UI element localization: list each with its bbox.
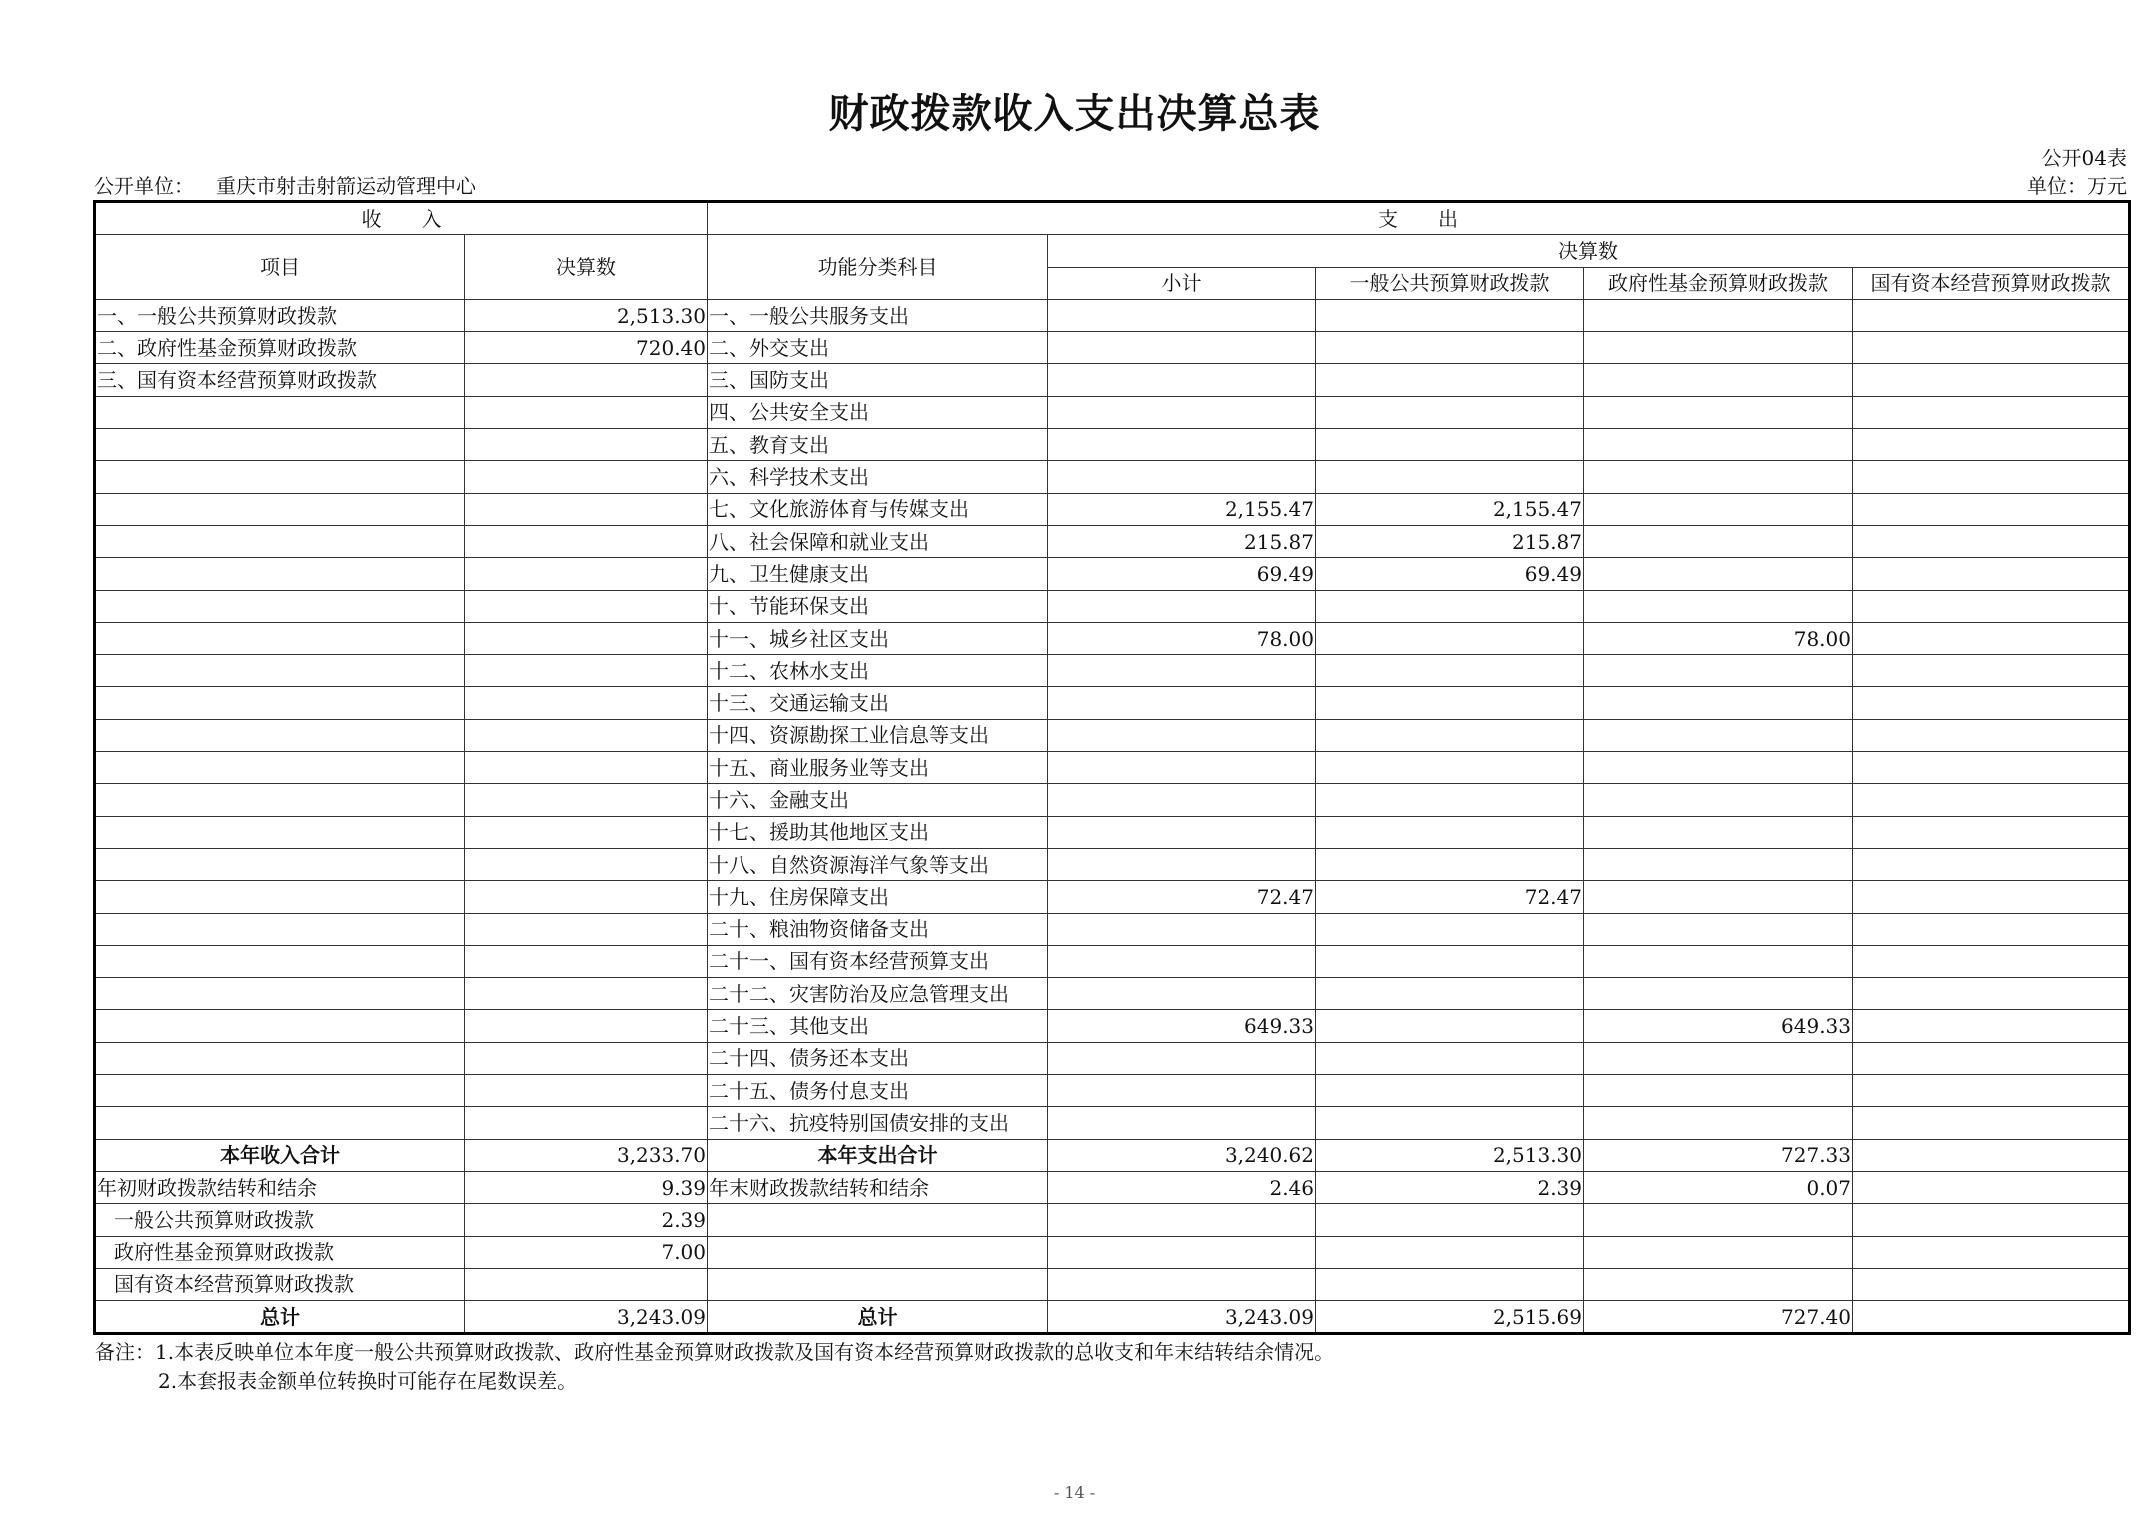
expense-state-capital bbox=[1853, 558, 2130, 590]
income-item bbox=[95, 655, 465, 687]
income-item: 二、政府性基金预算财政拨款 bbox=[95, 332, 465, 364]
expense-gov-fund bbox=[1584, 525, 1853, 557]
expense-general bbox=[1316, 1042, 1584, 1074]
expense-state-capital bbox=[1853, 590, 2130, 622]
expense-gov-fund bbox=[1584, 752, 1853, 784]
begin-gov-fund-row bbox=[95, 1236, 2130, 1268]
end-balance-label: 年末财政拨款结转和结余 bbox=[708, 1171, 1048, 1203]
expense-state-capital bbox=[1853, 881, 2130, 913]
expense-subtotal bbox=[1048, 1107, 1316, 1139]
expense-subtotal: 2,155.47 bbox=[1048, 493, 1316, 525]
expense-state-capital bbox=[1853, 978, 2130, 1010]
expense-state-capital bbox=[1853, 364, 2130, 396]
grand-expense-state-capital bbox=[1853, 1301, 2130, 1334]
income-amount bbox=[465, 655, 708, 687]
income-item bbox=[95, 558, 465, 590]
table-row bbox=[95, 558, 2130, 590]
expense-subtotal bbox=[1048, 461, 1316, 493]
expense-gov-fund bbox=[1584, 881, 1853, 913]
begin-balance-amount: 9.39 bbox=[465, 1171, 708, 1203]
expense-subtotal bbox=[1048, 945, 1316, 977]
amount-header: 决算数 bbox=[465, 235, 708, 300]
income-item bbox=[95, 429, 465, 461]
table-row bbox=[95, 816, 2130, 848]
expense-subtotal bbox=[1048, 752, 1316, 784]
expense-subtotal bbox=[1048, 719, 1316, 751]
expense-state-capital bbox=[1853, 848, 2130, 880]
expense-subtotal bbox=[1048, 913, 1316, 945]
expense-general bbox=[1316, 590, 1584, 622]
expense-state-capital bbox=[1853, 1010, 2130, 1042]
begin-general-amount: 2.39 bbox=[465, 1204, 708, 1236]
income-item bbox=[95, 945, 465, 977]
expense-state-capital bbox=[1853, 784, 2130, 816]
empty-cell bbox=[708, 1236, 1048, 1268]
expense-gov-fund bbox=[1584, 396, 1853, 428]
income-item bbox=[95, 1042, 465, 1074]
expense-item: 十八、自然资源海洋气象等支出 bbox=[708, 848, 1048, 880]
expense-subtotal: 69.49 bbox=[1048, 558, 1316, 590]
state-capital-header: 国有资本经营预算财政拨款 bbox=[1853, 267, 2130, 299]
expense-gov-fund bbox=[1584, 687, 1853, 719]
table-row bbox=[95, 1075, 2130, 1107]
unit-name: 重庆市射击射箭运动管理中心 bbox=[216, 174, 476, 198]
expense-general bbox=[1316, 622, 1584, 654]
expense-header: 支 出 bbox=[708, 202, 2130, 235]
expense-state-capital bbox=[1853, 913, 2130, 945]
begin-state-capital-label: 国有资本经营预算财政拨款 bbox=[95, 1268, 465, 1300]
expense-item: 二十二、灾害防治及应急管理支出 bbox=[708, 978, 1048, 1010]
expense-gov-fund bbox=[1584, 590, 1853, 622]
income-amount bbox=[465, 1075, 708, 1107]
empty-cell bbox=[1048, 1236, 1316, 1268]
income-amount bbox=[465, 461, 708, 493]
expense-gov-fund bbox=[1584, 299, 1853, 331]
unit-line bbox=[94, 170, 2127, 196]
income-item bbox=[95, 848, 465, 880]
expense-general bbox=[1316, 978, 1584, 1010]
income-amount bbox=[465, 913, 708, 945]
empty-cell bbox=[708, 1268, 1048, 1300]
expense-subtotal: 215.87 bbox=[1048, 525, 1316, 557]
reporting-unit bbox=[94, 170, 476, 199]
income-amount bbox=[465, 429, 708, 461]
table-row bbox=[95, 493, 2130, 525]
table-row bbox=[95, 332, 2130, 364]
end-balance-gov-fund: 0.07 bbox=[1584, 1171, 1853, 1203]
table-row bbox=[95, 655, 2130, 687]
income-item: 三、国有资本经营预算财政拨款 bbox=[95, 364, 465, 396]
expense-item: 十六、金融支出 bbox=[708, 784, 1048, 816]
income-item bbox=[95, 1010, 465, 1042]
empty-cell bbox=[1048, 1268, 1316, 1300]
expense-subtotal bbox=[1048, 655, 1316, 687]
table-row bbox=[95, 978, 2130, 1010]
income-amount bbox=[465, 396, 708, 428]
income-amount bbox=[465, 978, 708, 1010]
expense-item: 五、教育支出 bbox=[708, 429, 1048, 461]
empty-cell bbox=[1853, 1204, 2130, 1236]
grand-expense-label: 总计 bbox=[708, 1301, 1048, 1334]
table-row bbox=[95, 364, 2130, 396]
table-row bbox=[95, 525, 2130, 557]
expense-subtotal: 78.00 bbox=[1048, 622, 1316, 654]
expense-gov-fund bbox=[1584, 493, 1853, 525]
begin-balance-label: 年初财政拨款结转和结余 bbox=[95, 1171, 465, 1203]
expense-general bbox=[1316, 364, 1584, 396]
grand-income-amount: 3,243.09 bbox=[465, 1301, 708, 1334]
expense-item: 十九、住房保障支出 bbox=[708, 881, 1048, 913]
income-item bbox=[95, 719, 465, 751]
expense-subtotal bbox=[1048, 848, 1316, 880]
expense-subtotal bbox=[1048, 687, 1316, 719]
income-item bbox=[95, 525, 465, 557]
expense-state-capital bbox=[1853, 525, 2130, 557]
expense-general bbox=[1316, 332, 1584, 364]
expense-item: 十五、商业服务业等支出 bbox=[708, 752, 1048, 784]
expense-item: 二十三、其他支出 bbox=[708, 1010, 1048, 1042]
expense-state-capital bbox=[1853, 1075, 2130, 1107]
expense-general bbox=[1316, 429, 1584, 461]
expense-subtotal bbox=[1048, 396, 1316, 428]
function-category-header: 功能分类科目 bbox=[708, 235, 1048, 300]
income-amount bbox=[465, 493, 708, 525]
expense-general bbox=[1316, 1075, 1584, 1107]
income-amount: 2,513.30 bbox=[465, 299, 708, 331]
grand-expense-gov-fund: 727.40 bbox=[1584, 1301, 1853, 1334]
expense-subtotal: 72.47 bbox=[1048, 881, 1316, 913]
income-item bbox=[95, 590, 465, 622]
expense-gov-fund bbox=[1584, 816, 1853, 848]
income-amount bbox=[465, 945, 708, 977]
empty-cell bbox=[1584, 1268, 1853, 1300]
expense-state-capital bbox=[1853, 332, 2130, 364]
expense-general: 215.87 bbox=[1316, 525, 1584, 557]
income-amount bbox=[465, 687, 708, 719]
expense-item: 七、文化旅游体育与传媒支出 bbox=[708, 493, 1048, 525]
empty-cell bbox=[1316, 1204, 1584, 1236]
empty-cell bbox=[1316, 1268, 1584, 1300]
final-amount-header: 决算数 bbox=[1048, 235, 2130, 267]
expense-general bbox=[1316, 461, 1584, 493]
begin-gov-fund-amount: 7.00 bbox=[465, 1236, 708, 1268]
expense-state-capital bbox=[1853, 622, 2130, 654]
expense-gov-fund bbox=[1584, 848, 1853, 880]
expense-subtotal bbox=[1048, 429, 1316, 461]
begin-general-row bbox=[95, 1204, 2130, 1236]
empty-cell bbox=[1584, 1204, 1853, 1236]
table-row bbox=[95, 299, 2130, 331]
income-item bbox=[95, 493, 465, 525]
expense-gov-fund bbox=[1584, 784, 1853, 816]
table-row bbox=[95, 396, 2130, 428]
year-expense-label: 本年支出合计 bbox=[708, 1139, 1048, 1171]
table-row bbox=[95, 1042, 2130, 1074]
year-expense-general: 2,513.30 bbox=[1316, 1139, 1584, 1171]
expense-general bbox=[1316, 945, 1584, 977]
table-row bbox=[95, 881, 2130, 913]
expense-subtotal bbox=[1048, 1042, 1316, 1074]
expense-gov-fund bbox=[1584, 655, 1853, 687]
expense-general: 2,155.47 bbox=[1316, 493, 1584, 525]
expense-state-capital bbox=[1853, 396, 2130, 428]
table-row bbox=[95, 1010, 2130, 1042]
table-row bbox=[95, 590, 2130, 622]
expense-general bbox=[1316, 752, 1584, 784]
income-amount bbox=[465, 719, 708, 751]
income-item bbox=[95, 913, 465, 945]
expense-item: 十七、援助其他地区支出 bbox=[708, 816, 1048, 848]
expense-state-capital bbox=[1853, 945, 2130, 977]
empty-cell bbox=[1316, 1236, 1584, 1268]
item-header: 项目 bbox=[95, 235, 465, 300]
note-2: 2.本套报表金额单位转换时可能存在尾数误差。 bbox=[158, 1369, 578, 1393]
expense-general bbox=[1316, 848, 1584, 880]
grand-total-row bbox=[95, 1301, 2130, 1334]
unit-label: 公开单位： bbox=[94, 174, 194, 198]
expense-state-capital bbox=[1853, 687, 2130, 719]
end-balance-general: 2.39 bbox=[1316, 1171, 1584, 1203]
notes bbox=[95, 1338, 1334, 1396]
expense-state-capital bbox=[1853, 655, 2130, 687]
expense-item: 二、外交支出 bbox=[708, 332, 1048, 364]
empty-cell bbox=[1584, 1236, 1853, 1268]
general-header: 一般公共预算财政拨款 bbox=[1316, 267, 1584, 299]
note-1: 备注：1.本表反映单位本年度一般公共预算财政拨款、政府性基金预算财政拨款及国有资本经营预算财政拨款的总收支和年末结转结余情况。 bbox=[95, 1340, 1335, 1364]
year-expense-state-capital bbox=[1853, 1139, 2130, 1171]
income-amount bbox=[465, 848, 708, 880]
expense-general bbox=[1316, 913, 1584, 945]
expense-item: 一、一般公共服务支出 bbox=[708, 299, 1048, 331]
expense-state-capital bbox=[1853, 1042, 2130, 1074]
expense-gov-fund bbox=[1584, 913, 1853, 945]
expense-general bbox=[1316, 816, 1584, 848]
table-row bbox=[95, 1107, 2130, 1139]
income-item bbox=[95, 816, 465, 848]
year-expense-subtotal: 3,240.62 bbox=[1048, 1139, 1316, 1171]
expense-state-capital bbox=[1853, 1107, 2130, 1139]
expense-subtotal bbox=[1048, 784, 1316, 816]
table-row bbox=[95, 913, 2130, 945]
expense-general: 69.49 bbox=[1316, 558, 1584, 590]
expense-gov-fund: 649.33 bbox=[1584, 1010, 1853, 1042]
expense-general bbox=[1316, 299, 1584, 331]
income-amount bbox=[465, 558, 708, 590]
table-row bbox=[95, 622, 2130, 654]
income-amount bbox=[465, 525, 708, 557]
expense-gov-fund bbox=[1584, 1042, 1853, 1074]
expense-item: 二十、粮油物资储备支出 bbox=[708, 913, 1048, 945]
empty-cell bbox=[1853, 1236, 2130, 1268]
page-title: 财政拨款收入支出决算总表 bbox=[828, 91, 1321, 137]
table-row bbox=[95, 945, 2130, 977]
grand-expense-general: 2,515.69 bbox=[1316, 1301, 1584, 1334]
expense-subtotal bbox=[1048, 816, 1316, 848]
expense-item: 三、国防支出 bbox=[708, 364, 1048, 396]
expense-general bbox=[1316, 784, 1584, 816]
begin-general-label: 一般公共预算财政拨款 bbox=[95, 1204, 465, 1236]
expense-gov-fund bbox=[1584, 364, 1853, 396]
expense-subtotal bbox=[1048, 1075, 1316, 1107]
income-item bbox=[95, 622, 465, 654]
table-row bbox=[95, 429, 2130, 461]
expense-item: 二十一、国有资本经营预算支出 bbox=[708, 945, 1048, 977]
begin-gov-fund-label: 政府性基金预算财政拨款 bbox=[95, 1236, 465, 1268]
expense-gov-fund bbox=[1584, 332, 1853, 364]
expense-general bbox=[1316, 655, 1584, 687]
table-row bbox=[95, 461, 2130, 493]
expense-item: 十一、城乡社区支出 bbox=[708, 622, 1048, 654]
income-header: 收 入 bbox=[95, 202, 708, 235]
income-item bbox=[95, 1107, 465, 1139]
expense-gov-fund bbox=[1584, 719, 1853, 751]
expense-gov-fund: 78.00 bbox=[1584, 622, 1853, 654]
expense-state-capital bbox=[1853, 461, 2130, 493]
expense-state-capital bbox=[1853, 299, 2130, 331]
form-number: 公开04表 bbox=[2041, 146, 2127, 170]
expense-item: 四、公共安全支出 bbox=[708, 396, 1048, 428]
table-row bbox=[95, 687, 2130, 719]
empty-cell bbox=[1048, 1204, 1316, 1236]
expense-item: 九、卫生健康支出 bbox=[708, 558, 1048, 590]
empty-cell bbox=[708, 1204, 1048, 1236]
expense-state-capital bbox=[1853, 816, 2130, 848]
expense-subtotal bbox=[1048, 364, 1316, 396]
income-amount bbox=[465, 1042, 708, 1074]
expense-item: 二十五、债务付息支出 bbox=[708, 1075, 1048, 1107]
expense-item: 十四、资源勘探工业信息等支出 bbox=[708, 719, 1048, 751]
income-item: 一、一般公共预算财政拨款 bbox=[95, 299, 465, 331]
expense-item: 六、科学技术支出 bbox=[708, 461, 1048, 493]
expense-subtotal bbox=[1048, 590, 1316, 622]
expense-item: 十、节能环保支出 bbox=[708, 590, 1048, 622]
expense-general bbox=[1316, 687, 1584, 719]
grand-expense-subtotal: 3,243.09 bbox=[1048, 1301, 1316, 1334]
income-item bbox=[95, 752, 465, 784]
end-balance-subtotal: 2.46 bbox=[1048, 1171, 1316, 1203]
income-item bbox=[95, 784, 465, 816]
expense-gov-fund bbox=[1584, 429, 1853, 461]
currency-unit: 单位：万元 bbox=[2027, 174, 2127, 198]
expense-state-capital bbox=[1853, 429, 2130, 461]
expense-item: 二十四、债务还本支出 bbox=[708, 1042, 1048, 1074]
income-amount bbox=[465, 881, 708, 913]
year-total-row bbox=[95, 1139, 2130, 1171]
year-income-amount: 3,233.70 bbox=[465, 1139, 708, 1171]
income-amount bbox=[465, 1010, 708, 1042]
grand-income-label: 总计 bbox=[95, 1301, 465, 1334]
expense-state-capital bbox=[1853, 752, 2130, 784]
income-amount bbox=[465, 816, 708, 848]
income-item bbox=[95, 881, 465, 913]
income-item bbox=[95, 687, 465, 719]
expense-state-capital bbox=[1853, 493, 2130, 525]
begin-state-capital-row bbox=[95, 1268, 2130, 1300]
expense-general bbox=[1316, 396, 1584, 428]
year-income-label: 本年收入合计 bbox=[95, 1139, 465, 1171]
table-row bbox=[95, 784, 2130, 816]
expense-general bbox=[1316, 1010, 1584, 1042]
expense-general bbox=[1316, 719, 1584, 751]
income-item bbox=[95, 1075, 465, 1107]
expense-item: 十三、交通运输支出 bbox=[708, 687, 1048, 719]
subtotal-header: 小计 bbox=[1048, 267, 1316, 299]
header-row-2 bbox=[95, 235, 2130, 267]
expense-gov-fund bbox=[1584, 1107, 1853, 1139]
expense-item: 八、社会保障和就业支出 bbox=[708, 525, 1048, 557]
expense-item: 二十六、抗疫特别国债安排的支出 bbox=[708, 1107, 1048, 1139]
expense-subtotal: 649.33 bbox=[1048, 1010, 1316, 1042]
income-item bbox=[95, 461, 465, 493]
expense-gov-fund bbox=[1584, 558, 1853, 590]
income-amount bbox=[465, 752, 708, 784]
year-expense-gov-fund: 727.33 bbox=[1584, 1139, 1853, 1171]
expense-subtotal bbox=[1048, 332, 1316, 364]
table-row bbox=[95, 719, 2130, 751]
expense-gov-fund bbox=[1584, 461, 1853, 493]
income-amount bbox=[465, 364, 708, 396]
empty-cell bbox=[1853, 1268, 2130, 1300]
income-amount bbox=[465, 622, 708, 654]
table-row bbox=[95, 752, 2130, 784]
income-amount bbox=[465, 1107, 708, 1139]
header-row-1 bbox=[95, 202, 2130, 235]
expense-gov-fund bbox=[1584, 945, 1853, 977]
income-item bbox=[95, 396, 465, 428]
table-row bbox=[95, 848, 2130, 880]
begin-state-capital-amount bbox=[465, 1268, 708, 1300]
income-amount bbox=[465, 784, 708, 816]
expense-subtotal bbox=[1048, 978, 1316, 1010]
income-amount bbox=[465, 590, 708, 622]
gov-fund-header: 政府性基金预算财政拨款 bbox=[1584, 267, 1853, 299]
expense-general bbox=[1316, 1107, 1584, 1139]
expense-subtotal bbox=[1048, 299, 1316, 331]
budget-table bbox=[93, 200, 2131, 1335]
expense-gov-fund bbox=[1584, 978, 1853, 1010]
expense-state-capital bbox=[1853, 719, 2130, 751]
income-item bbox=[95, 978, 465, 1010]
page-number: - 14 - bbox=[1053, 1483, 1096, 1502]
expense-gov-fund bbox=[1584, 1075, 1853, 1107]
income-amount: 720.40 bbox=[465, 332, 708, 364]
expense-item: 十二、农林水支出 bbox=[708, 655, 1048, 687]
expense-general: 72.47 bbox=[1316, 881, 1584, 913]
balance-row bbox=[95, 1171, 2130, 1203]
end-balance-state-capital bbox=[1853, 1171, 2130, 1203]
